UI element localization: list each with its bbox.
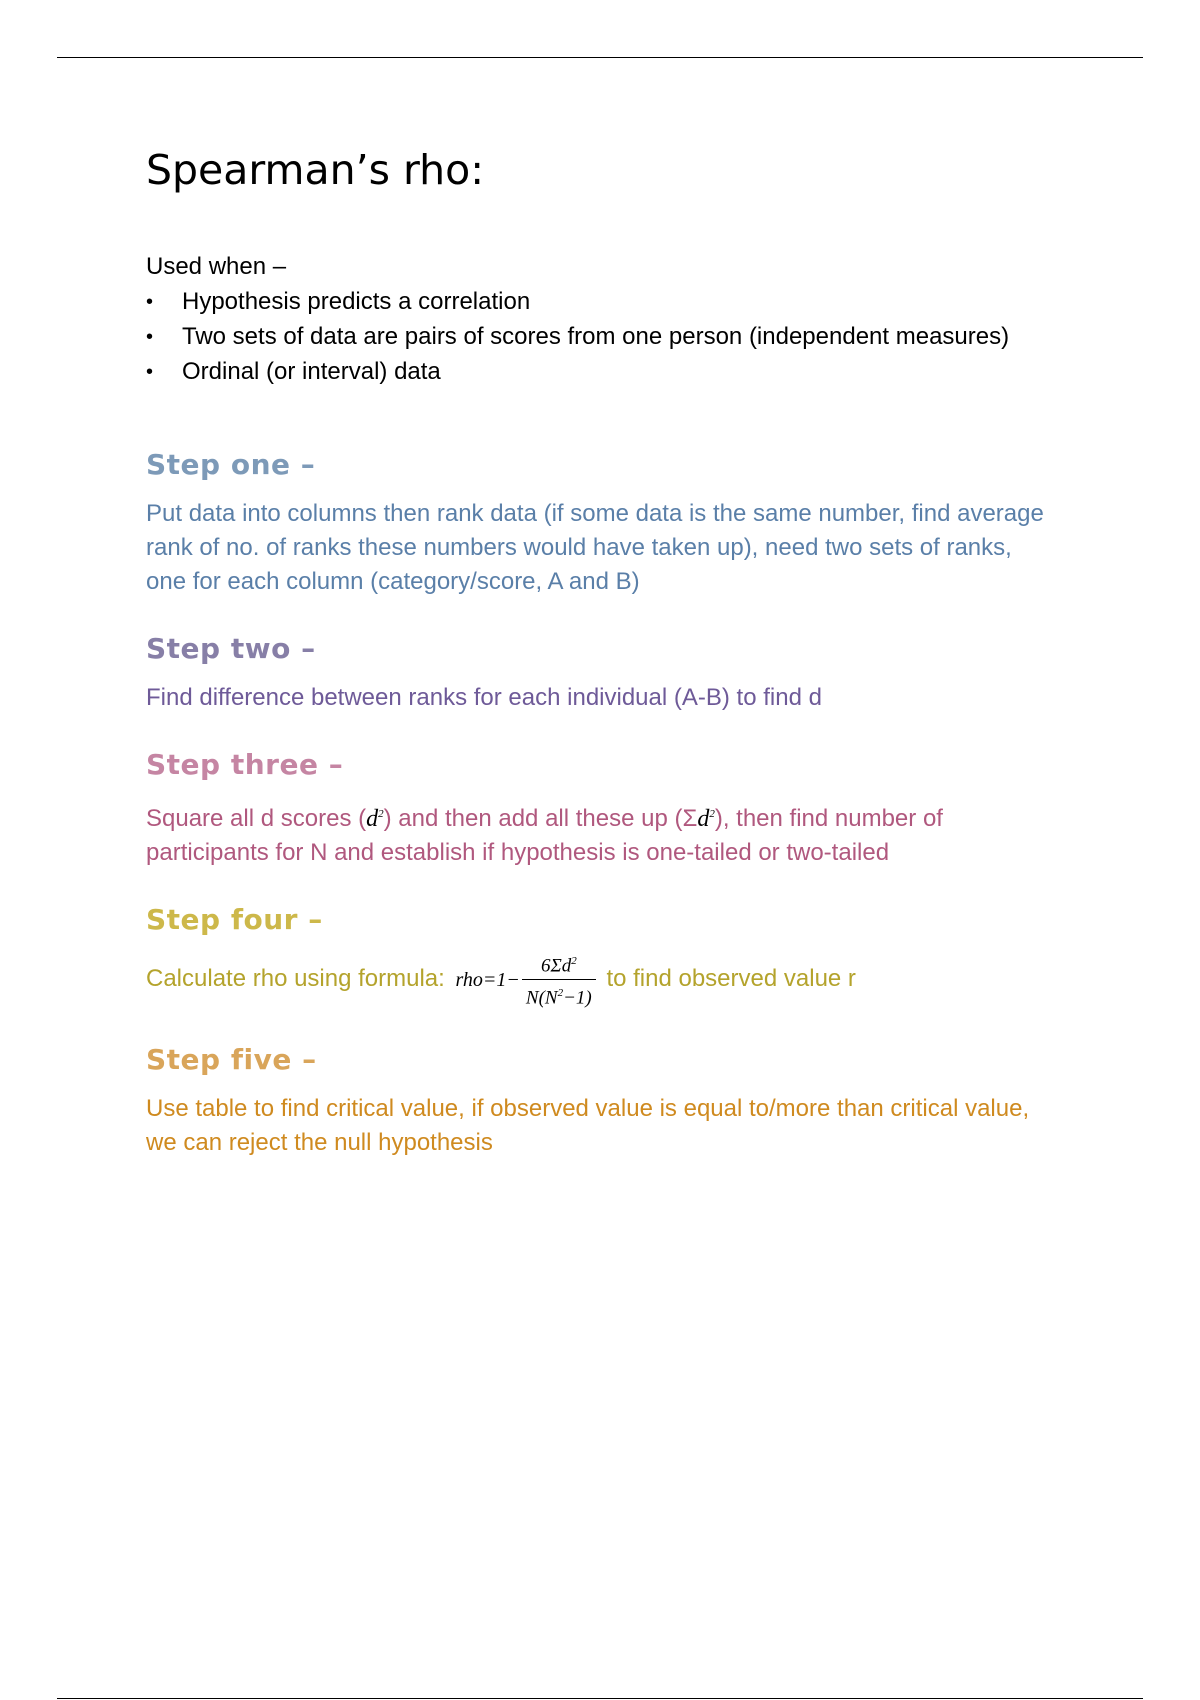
step-one-heading: Step one – bbox=[146, 448, 316, 481]
bullet-icon: • bbox=[146, 326, 154, 348]
document-body bbox=[146, 140, 1046, 1160]
step-three bbox=[146, 745, 1046, 870]
step-four bbox=[146, 900, 1046, 1010]
formula-fraction bbox=[522, 950, 596, 1010]
list-item: • Hypothesis predicts a correlation bbox=[146, 285, 1046, 319]
formula-denominator: $N(N^2-1)$ bbox=[525, 987, 592, 1009]
intro-text: Used when – bbox=[146, 253, 287, 280]
step-three-text: Square all d scores $(d^2)$ and then add all these up $(\Sigma d^2)$, then find number of participants for N and establish if hypothesis is one-tailed or two-tailed bbox=[146, 805, 943, 866]
step-two bbox=[146, 629, 1046, 715]
step-five-text: Use table to find critical value, if observed value is equal to/more than critical value, we can reject the null hypothesis bbox=[146, 1094, 1030, 1156]
step-four-text: Calculate rho using formula: rho=1− $\frac{6\Sigma d^2}{N(N^2-1)}$ to find observed value r bbox=[146, 950, 1046, 1010]
formula-numerator: $6\Sigma d^2$ bbox=[522, 950, 596, 980]
step-four-heading: Step four – bbox=[146, 903, 323, 936]
bullet-icon: • bbox=[146, 291, 154, 313]
step-five-heading: Step five – bbox=[146, 1042, 317, 1076]
bullet-icon: • bbox=[146, 361, 154, 383]
step-two-text: Find difference between ranks for each individual (A-B) to find d bbox=[146, 684, 822, 711]
list-item: • Two sets of data are pairs of scores from one person (independent measures) bbox=[146, 320, 1046, 354]
step-one bbox=[146, 445, 1046, 599]
step-two-heading: Step two – bbox=[146, 632, 316, 665]
footer-rule bbox=[57, 1698, 1143, 1699]
header-rule bbox=[57, 57, 1143, 58]
page-title: Spearman’s rho: bbox=[146, 146, 485, 194]
d-squared-math: $d^2$ bbox=[366, 806, 384, 832]
step-five bbox=[146, 1040, 1046, 1160]
sum-d-squared-math: $d^2$ bbox=[697, 806, 715, 832]
list-item: • Ordinal (or interval) data bbox=[146, 355, 1046, 389]
step-one-text: Put data into columns then rank data (if some data is the same number, find average rank of no. of ranks these numbers would have taken up), need two sets of ranks, one for each column (category/score, A and B) bbox=[146, 500, 1044, 595]
criteria-list bbox=[146, 285, 1046, 389]
step-three-heading: Step three – bbox=[146, 748, 344, 781]
rho-formula: rho=1− $\frac{6\Sigma d^2}{N(N^2-1)}$ bbox=[456, 950, 596, 1010]
